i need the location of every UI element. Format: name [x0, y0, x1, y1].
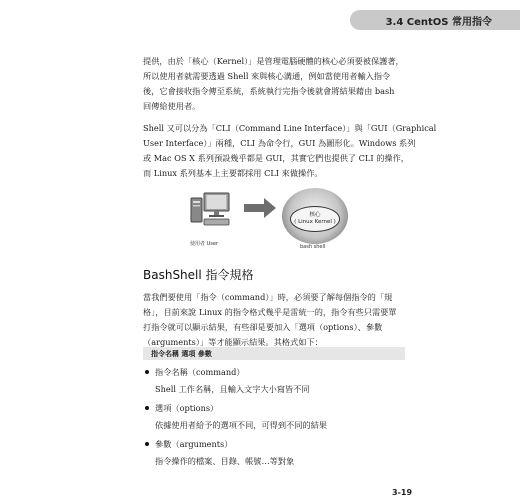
bullet-icon	[145, 442, 149, 446]
computer-icon	[190, 192, 230, 228]
user-label: 使用者 User	[190, 241, 218, 247]
list-item-term: 選項（options）	[155, 403, 219, 413]
list-item-term: 參數（arguments）	[155, 439, 233, 449]
paragraph-line: （arguments）」等才能顯示結果。其格式如下：	[143, 337, 323, 347]
paragraph-line: 打指令就可以顯示結果，有些卻是要加入「選項（options）、參數	[143, 322, 383, 332]
list-item-description: Shell 工作名稱，且輸入文字大小寫皆不同	[155, 384, 310, 394]
chapter-header-tab	[350, 10, 520, 30]
bash-shell-circle	[282, 188, 348, 244]
paragraph-line: 所以使用者就需要透過 Shell 來與核心溝通，例如當使用者輸入指令	[143, 71, 391, 81]
paragraph-line: User Interface）」兩種，CLI 為命令行，GUI 為圖形化。Windows 系列	[143, 138, 416, 148]
list-item	[143, 366, 405, 402]
paragraph-line: 而 Linux 系列基本上主要都採用 CLI 來做操作。	[143, 168, 323, 178]
command-format-paragraph	[143, 290, 405, 350]
kernel-label-en: ( Linux Kernel )	[294, 219, 336, 225]
paragraph-line: 回傳給使用者。	[143, 101, 201, 111]
command-format-box: 指令名稱 選項 參數	[143, 347, 405, 360]
command-parts-list	[143, 366, 405, 474]
list-item-description: 依據使用者給予的選項不同，可得到不同的結果	[155, 420, 327, 430]
list-item-description: 指令操作的檔案、目錄、帳號…等對象	[155, 456, 295, 466]
chapter-title: 3.4 CentOS 常用指令	[385, 16, 492, 28]
paragraph-line: 當我們要使用「指令（command）」時，必須要了解每個指令的「規	[143, 292, 393, 302]
intro-paragraph	[143, 54, 405, 114]
bullet-icon	[145, 370, 149, 374]
shell-kernel-diagram	[190, 186, 360, 256]
list-item-term: 指令名稱（command）	[155, 367, 245, 377]
page-number: 3-19	[392, 488, 413, 497]
kernel-ellipse	[290, 206, 340, 232]
paragraph-line: 或 Mac OS X 系列預設幾乎都是 GUI，其實它們也提供了 CLI 的操作，	[143, 153, 409, 163]
section-heading: BashShell 指令規格	[143, 268, 254, 282]
arrow-right-icon	[244, 198, 276, 218]
list-item	[143, 438, 405, 474]
paragraph-line: 後，它會接收指令傳至系統，系統執行完指令後就會將結果藉由 bash	[143, 86, 395, 96]
bullet-icon	[145, 406, 149, 410]
kernel-label-cn: 核心	[309, 212, 321, 218]
shell-types-paragraph	[143, 121, 437, 181]
paragraph-line: Shell 又可以分為「CLI（Command Line Interface）」與「GUI（Graphical	[143, 123, 437, 133]
paragraph-line: 格」，目前來說 Linux 的指令格式幾乎是雷統一的，指令有些只需要單	[143, 307, 397, 317]
paragraph-line: 提供，由於「核心（Kernel）」是管理電腦硬體的核心必須要被保護著，	[143, 56, 404, 66]
list-item	[143, 402, 405, 438]
bash-shell-label: bash shell	[300, 244, 326, 250]
